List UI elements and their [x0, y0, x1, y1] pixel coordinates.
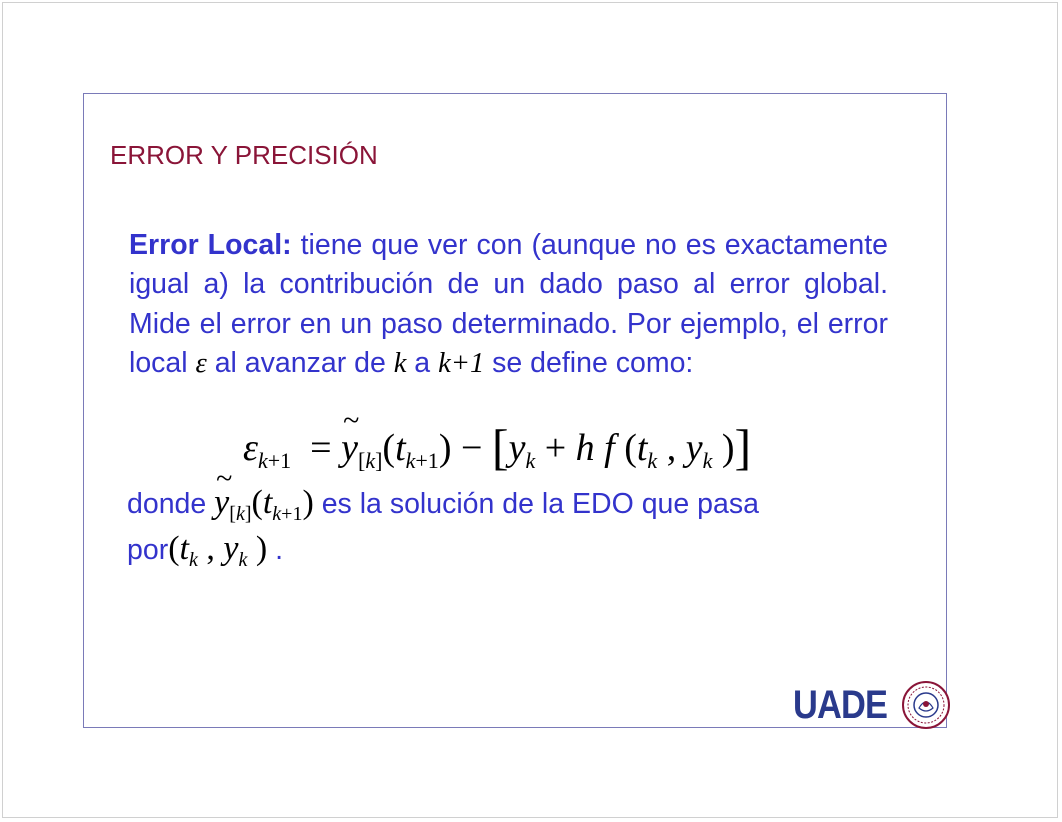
paragraph-text-1: tiene que ver con (aunque no es exactamente igual a) la contribución de un dado paso al error global. Mide el error en un paso determinado. Por ejemplo, el error local [129, 229, 888, 379]
uade-logo [793, 680, 958, 732]
uade-logo-text: UADE [793, 683, 888, 727]
k-plus-one-symbol: k+1 [438, 347, 485, 379]
por-word: por [127, 534, 169, 566]
slide-title: ERROR Y PRECISIÓN [110, 140, 378, 170]
error-local-term: Error Local: [129, 229, 292, 261]
donde-line [127, 484, 759, 526]
paragraph-text-3: a [406, 346, 439, 379]
donde-text: es la solución de la EDO que pasa [313, 488, 759, 520]
paragraph-text-4: se define como: [484, 346, 694, 379]
uade-seal-icon [901, 680, 951, 730]
epsilon-symbol: ε [195, 347, 207, 379]
por-line [127, 530, 283, 572]
donde-word: donde [127, 488, 215, 520]
local-error-formula: $\varepsilon_{k+1}$ = ~ $y_{[k]}(t_{k+1}) - [y_k + h$ f ($t_k$ , $y_k$ )] [243, 418, 751, 476]
paragraph-text-2: al avanzar de [206, 346, 394, 379]
tk-yk-point: ($t_k$ , $y_k$ ) [168, 530, 268, 571]
error-local-paragraph [129, 226, 888, 383]
por-end: . [267, 534, 284, 566]
slide-frame [83, 93, 947, 728]
k-symbol: k [393, 347, 407, 379]
y-tilde-expression: ~ $y_{[k]}(t_{k+1})$ [214, 484, 314, 521]
